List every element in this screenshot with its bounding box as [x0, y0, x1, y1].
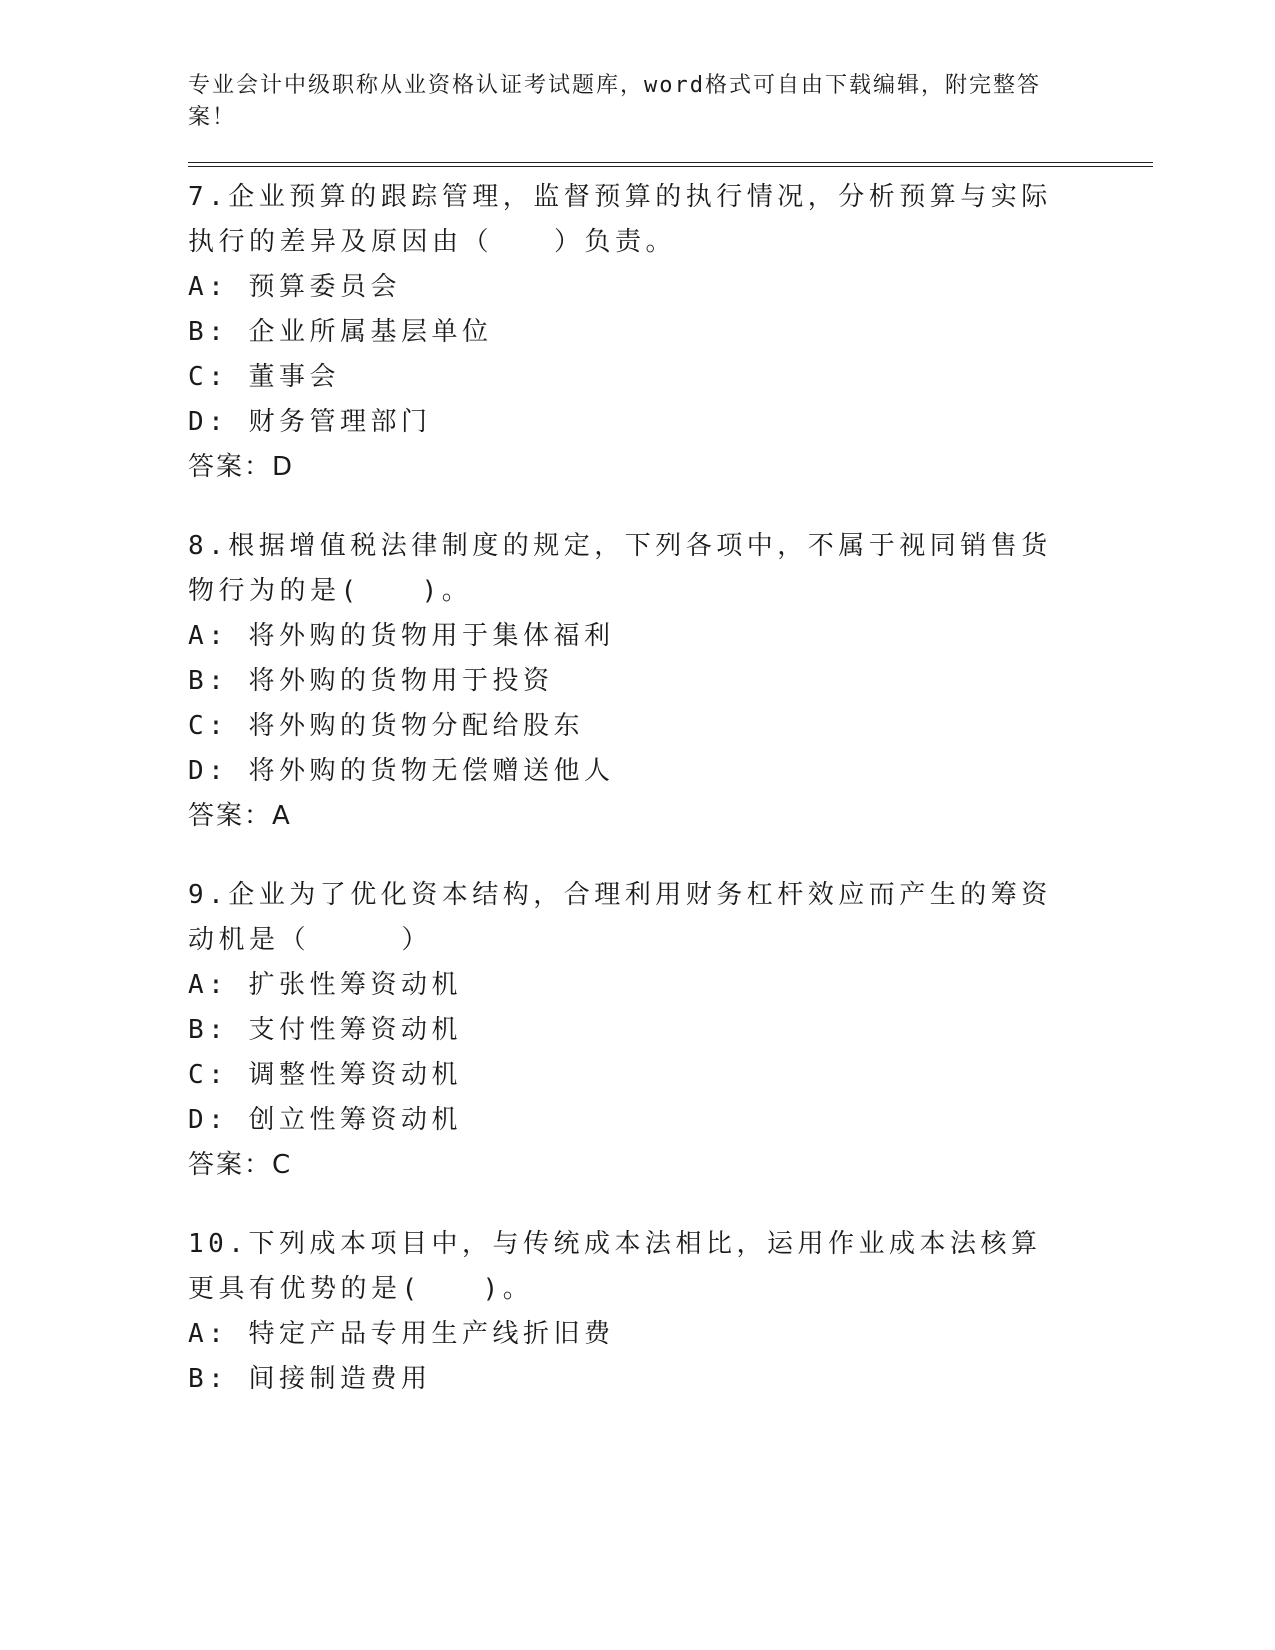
option-a: A: 预算委员会: [188, 272, 401, 302]
option-b: B: 支付性筹资动机: [188, 1015, 462, 1045]
question-8: [188, 524, 1153, 839]
question-9: [188, 873, 1153, 1188]
document-description: 专业会计中级职称从业资格认证考试题库，word格式可自由下载编辑，附完整答案！: [188, 73, 1041, 130]
option-c: C: 将外购的货物分配给股东: [188, 711, 584, 741]
question-10: [188, 1222, 1153, 1402]
option-a: A: 特定产品专用生产线折旧费: [188, 1319, 615, 1349]
answer-line: 答案：D: [188, 452, 295, 482]
option-c: C: 董事会: [188, 362, 340, 392]
option-a: A: 扩张性筹资动机: [188, 970, 462, 1000]
question-7: [188, 175, 1153, 490]
header-divider: [188, 162, 1153, 167]
option-b: B: 将外购的货物用于投资: [188, 666, 554, 696]
option-c: C: 调整性筹资动机: [188, 1060, 462, 1090]
question-stem: 8.根据增值税法律制度的规定，下列各项中，不属于视同销售货物行为的是( )。: [188, 531, 1052, 606]
question-stem: 7.企业预算的跟踪管理，监督预算的执行情况，分析预算与实际执行的差异及原因由（ ）负责。: [188, 182, 1052, 257]
question-stem: 9.企业为了优化资本结构，合理利用财务杠杆效应而产生的筹资动机是（ ）: [188, 880, 1052, 955]
answer-line: 答案：A: [188, 801, 292, 831]
option-d: D: 将外购的货物无偿赠送他人: [188, 756, 615, 786]
option-b: B: 企业所属基层单位: [188, 317, 493, 347]
option-d: D: 财务管理部门: [188, 407, 432, 437]
question-stem: 10.下列成本项目中，与传统成本法相比，运用作业成本法核算更具有优势的是( )。: [188, 1229, 1042, 1304]
option-a: A: 将外购的货物用于集体福利: [188, 621, 615, 651]
option-d: D: 创立性筹资动机: [188, 1105, 462, 1135]
option-b: B: 间接制造费用: [188, 1364, 432, 1394]
document-page: [188, 70, 1153, 1402]
answer-line: 答案：C: [188, 1150, 293, 1180]
